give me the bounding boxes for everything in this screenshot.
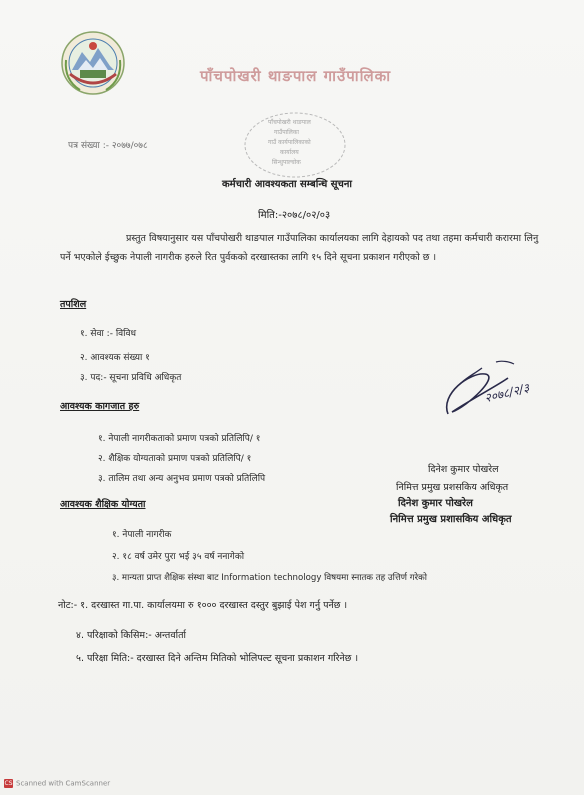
notice-paragraph: प्रस्तुत विषयानुसार यस पाँचपोखरी थाङपाल गाउँपालिका कार्यालयका लागि देहायको पद तथा तहमा कर्मचारी करारमा लिनु पर्ने भएकोले ईच्छुक नेपाली नागरीक हरुले रित पुर्वकको दरखास्तका लागि १५ दिने सूचना प्रकाशन गरीएको छ । [60, 233, 539, 263]
nepal-government-emblem-icon [60, 30, 126, 96]
details-item-2: २. आवश्यक संख्या १ [80, 353, 150, 363]
documents-item-1: १. नेपाली नागरीकताको प्रमाण पत्रको प्रतिलिपि/ १ [98, 434, 261, 444]
notice-date: मिति:-२०७८/०२/०३ [258, 210, 331, 221]
documents-heading: आवश्यक कागजात हरु [60, 401, 140, 412]
qualification-item-2: २. १८ वर्ष उमेर पुरा भई ३५ वर्ष ननागेको [112, 552, 245, 562]
details-item-1: १. सेवा :- विविध [80, 329, 137, 339]
qualification-item-3: ३. मान्यता प्राप्त शैक्षिक संस्था बाट Information technology विषयमा स्नातक तह उत्तिर्ण गरेको [112, 573, 427, 583]
signature-date: २०७८/२/३ [483, 380, 531, 406]
stamp-line-2: गाउँपालिका [274, 129, 299, 136]
details-heading: तपशिल [60, 299, 87, 310]
camscanner-watermark [4, 779, 110, 788]
documents-item-2: २. शैक्षिक योग्यताको प्रमाण पत्रको प्रतिलिपि/ १ [98, 454, 252, 464]
note-4: ४. परिक्षाको किसिम:- अन्तर्वार्ता [76, 630, 186, 641]
signer-name-1: दिनेश कुमार पोखरेल [428, 464, 499, 475]
note-1: नोट:- १. दरखास्त गा.पा. कार्यालयमा रु १००० दरखास्त दस्तुर बुझाई पेश गर्नु पर्नेछ । [58, 600, 348, 611]
notice-subject: कर्मचारी आवश्यकता सम्बन्धि सूचना [222, 179, 353, 190]
camscanner-logo-icon: CS [4, 780, 13, 787]
signer-title-2: निमित्त प्रमुख प्रशासकिय अधिकृत [390, 514, 512, 525]
qualification-heading: आवश्यक शैक्षिक योग्यता [60, 499, 146, 510]
stamp-line-1: पाँचपोखरी थाङपाल [268, 119, 311, 126]
stamp-line-3: गाउँ कार्यपालिकाको [268, 139, 311, 146]
signer-name-2: दिनेश कुमार पोखरेल [398, 498, 473, 509]
stamp-line-5: सिन्धुपाल्चोक [272, 159, 301, 166]
stamp-line-4: कार्यालय [280, 149, 299, 156]
signer-title-1: निमित्त प्रमुख प्रशसकिय अधिकृत [396, 482, 509, 493]
org-title: पाँचपोखरी थाङपाल गाउँपालिका [200, 67, 392, 85]
note-5: ५. परिक्षा मिति:- दरखास्त दिने अन्तिम मितिको भोलिपल्ट सूचना प्रकाशन गरिनेछ । [76, 653, 359, 664]
reference-number: पत्र संख्या :- २०७७/०७८ [68, 141, 148, 151]
documents-item-3: ३. तालिम तथा अन्य अनुभव प्रमाण पत्रको प्रतिलिपि [98, 474, 266, 484]
qualification-item-1: १. नेपाली नागरीक [112, 530, 172, 540]
camscanner-label: Scanned with CamScanner [16, 779, 111, 788]
details-item-3: ३. पद:- सूचना प्रविधि अधिकृत [80, 373, 182, 383]
